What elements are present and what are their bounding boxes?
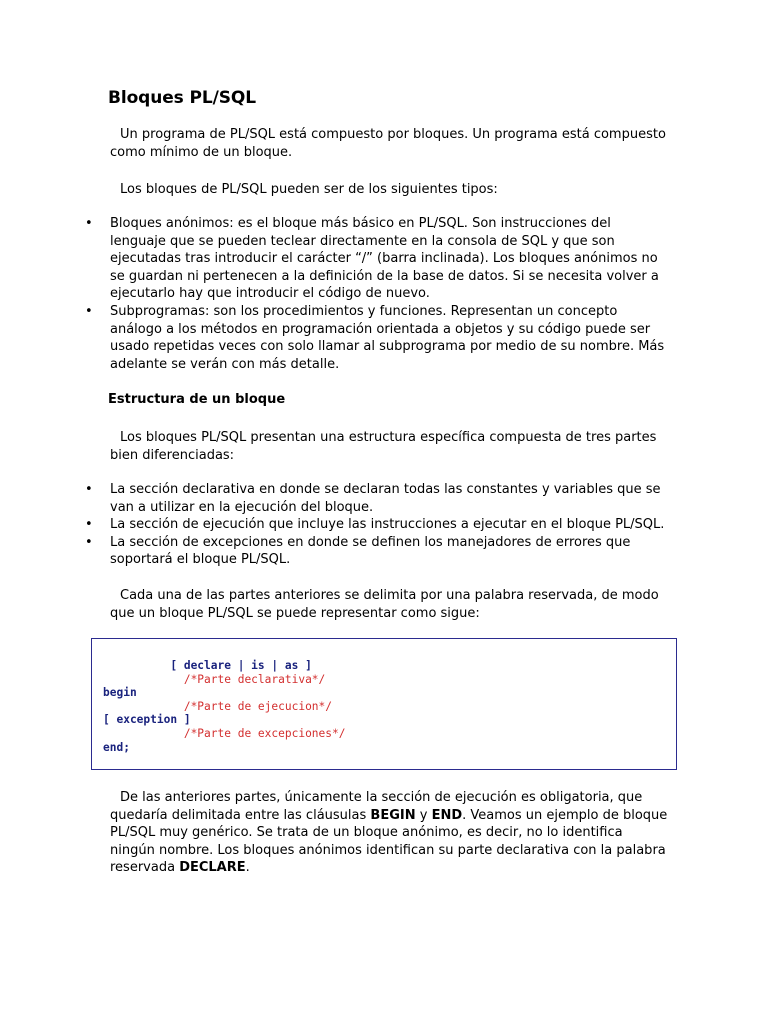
page-title: Bloques PL/SQL xyxy=(108,88,256,108)
code-listing xyxy=(103,659,345,754)
list-item-text: La sección de ejecución que incluye las instrucciones a ejecutar en el bloque PL/SQL. xyxy=(110,517,665,533)
closing-paragraph xyxy=(110,789,670,877)
code-block xyxy=(91,638,677,770)
code-comment-exceptions: /*Parte de excepciones*/ xyxy=(183,726,346,740)
closing-text-3: . Veamos un ejemplo de bloque PL/SQL muy genérico. Se trata de un bloque anónimo, es decir, no lo identifica ningún nombre. Los bloques anónimos identifican su parte declarativa con la palabra reservada xyxy=(110,807,668,876)
bullet-icon: • xyxy=(85,303,93,319)
code-line-end: end; xyxy=(103,740,130,754)
bullet-icon: • xyxy=(85,482,93,497)
structure-intro-text: Los bloques PL/SQL presentan una estructura específica compuesta de tres partes bien diferenciadas: xyxy=(110,430,657,463)
types-intro-text: Los bloques de PL/SQL pueden ser de los siguientes tipos: xyxy=(120,182,498,197)
list-item-text: La sección de excepciones en donde se definen los manejadores de errores que soportará el bloque PL/SQL. xyxy=(110,534,631,568)
delimit-paragraph xyxy=(110,587,670,622)
list-item-text: Subprogramas: son los procedimientos y funciones. Representan un concepto análogo a los métodos en programación orientada a objetos y su código puede ser usado repetidas veces con solo llamar al subprograma por medio de su nombre. Más adelante se verán con más detalle. xyxy=(110,303,665,372)
code-comment-execution: /*Parte de ejecucion*/ xyxy=(183,699,333,713)
section-heading: Estructura de un bloque xyxy=(108,392,286,407)
intro-text: Un programa de PL/SQL está compuesto por bloques. Un programa está compuesto como mínimo de un bloque. xyxy=(110,127,666,160)
closing-text-4: . xyxy=(245,860,250,876)
closing-text-1: De las anteriores partes, únicamente la sección de ejecución es obligatoria, que quedaría delimitada entre las cláusulas xyxy=(110,790,643,823)
code-line-exception: [ exception ] xyxy=(103,713,191,727)
list-item xyxy=(80,481,670,516)
intro-paragraph xyxy=(110,126,670,161)
bullet-icon: • xyxy=(85,216,93,231)
list-item xyxy=(80,516,670,534)
block-types-list xyxy=(80,215,670,373)
code-line-declare: [ declare | is | as ] xyxy=(170,659,312,672)
bullet-icon: • xyxy=(85,534,93,550)
closing-text-2: y xyxy=(415,807,432,823)
end-keyword: END xyxy=(431,807,463,823)
code-comment-declarative: /*Parte declarativa*/ xyxy=(183,672,326,686)
list-item-text: La sección declarativa en donde se declaran todas las constantes y variables que se van a utilizar en la ejecución del bloque. xyxy=(110,482,661,515)
code-line-begin: begin xyxy=(103,686,137,700)
delimit-text: Cada una de las partes anteriores se delimita por una palabra reservada, de modo que un bloque PL/SQL se puede representar como sigue: xyxy=(110,588,659,621)
structure-intro-paragraph xyxy=(110,429,670,464)
bullet-icon: • xyxy=(85,517,93,533)
types-intro-paragraph xyxy=(110,181,670,199)
list-item xyxy=(80,215,670,303)
list-item-text: Bloques anónimos: es el bloque más básico en PL/SQL. Son instrucciones del lenguaje que se pueden teclear directamente en la consola de SQL y que son ejecutadas tras introducir el carácter “/” (barra inclinada). Los bloques anónimos no se guardan ni pertenecen a la definición de la base de datos. Si se necesita volver a ejecutarlo hay que introducir el código de nuevo. xyxy=(110,216,659,302)
list-item xyxy=(80,303,670,373)
begin-keyword: BEGIN xyxy=(370,807,416,823)
block-structure-list xyxy=(80,481,670,569)
list-item xyxy=(80,534,670,569)
declare-keyword: DECLARE xyxy=(179,860,246,876)
